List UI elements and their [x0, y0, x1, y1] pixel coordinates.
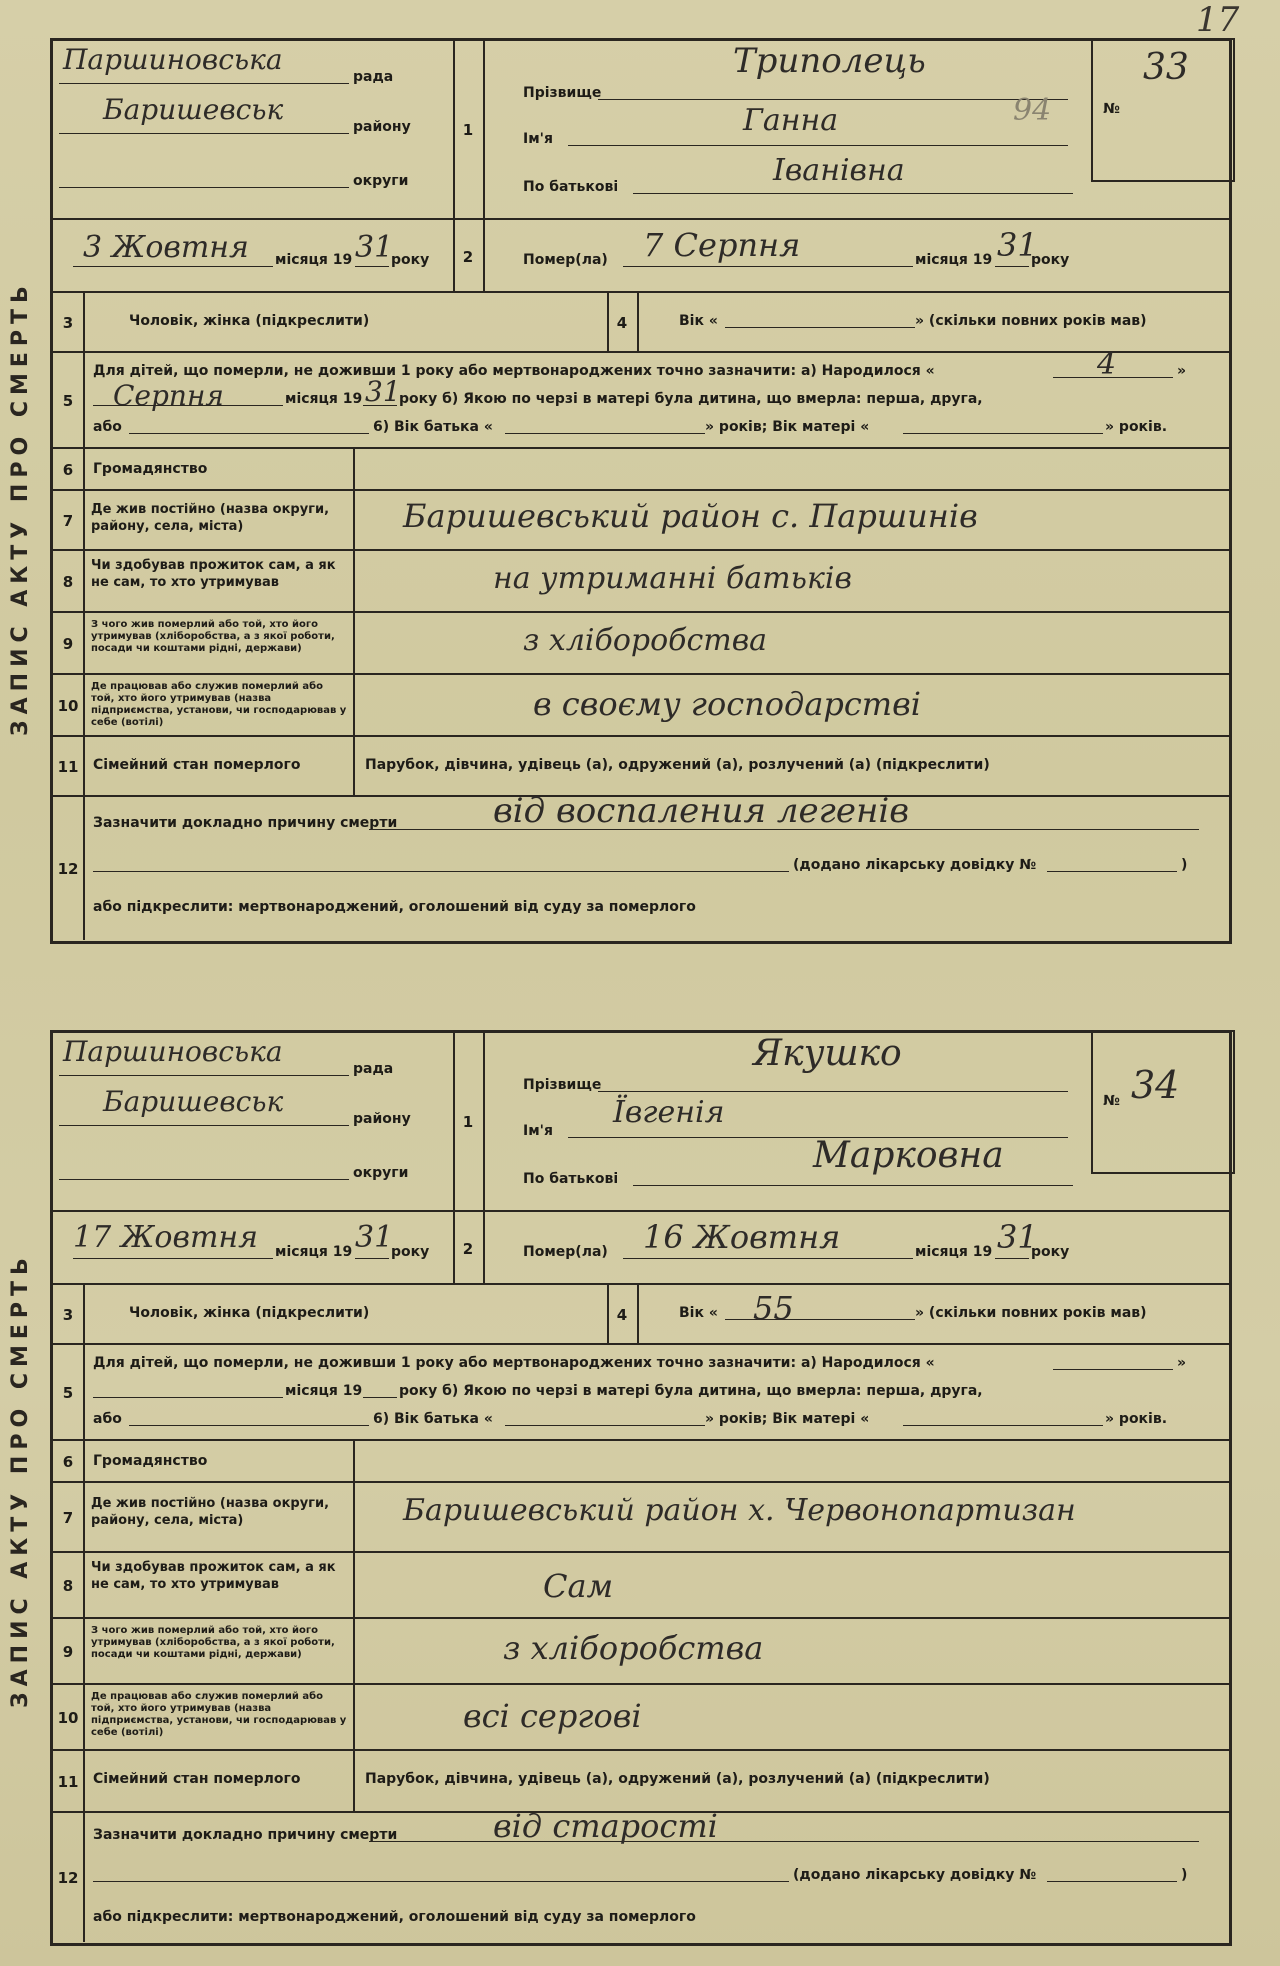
row-6	[53, 1439, 1229, 1483]
child-born-day: 4	[1097, 347, 1117, 382]
death-year-value: 31	[997, 226, 1038, 264]
stillborn-note: або підкреслити: мертвонароджений, оголошений від суду за померлого	[93, 1909, 696, 1925]
rayon-value: Баришевськ	[103, 93, 284, 126]
year-label: року	[1031, 1244, 1070, 1260]
row-number: 6	[53, 449, 85, 491]
certificate-close: )	[1181, 1867, 1188, 1883]
age-label: Вік «	[679, 313, 718, 329]
row-7	[53, 489, 1229, 551]
row-1	[53, 1033, 1229, 1210]
rada-value: Паршиновська	[63, 1035, 283, 1068]
residence-label: Де жив постійно (назва округи, району, села, міста)	[91, 1496, 330, 1528]
row-number: 2	[453, 1212, 485, 1285]
row-number: 8	[53, 1553, 85, 1619]
died-label: Помер(ла)	[523, 252, 608, 268]
citizenship-label: Громадянство	[93, 1453, 208, 1469]
stillborn-note: або підкреслити: мертвонароджений, оголошений від суду за померлого	[93, 899, 696, 915]
row-number: 4	[607, 293, 639, 353]
reg-date-value: 3 Жовтня	[83, 230, 249, 265]
row-number: 1	[453, 1033, 485, 1210]
death-date-value: 16 Жовтня	[643, 1218, 841, 1256]
row-number: 9	[53, 1619, 85, 1685]
rayon-value: Баришевськ	[103, 1085, 284, 1118]
row-number: 3	[53, 293, 85, 353]
row-2	[53, 1210, 1229, 1285]
row-10	[53, 1683, 1229, 1751]
age-suffix: » (скільки повних років мав)	[915, 1305, 1147, 1321]
rayon-label: району	[353, 1111, 411, 1127]
children-text-1: Для дітей, що померли, не доживши 1 року або мертвонароджених точно зазначити: а) Народилося «	[93, 1355, 935, 1371]
marital-label: Сімейний стан померлого	[93, 1771, 301, 1787]
row-number: 10	[53, 675, 85, 737]
children-text-2b: року б) Якою по черзі в матері була дитина, що вмерла: перша, друга,	[399, 1383, 983, 1399]
row-5	[53, 347, 1229, 449]
row-11	[53, 735, 1229, 797]
record-number: 34	[1131, 1063, 1180, 1107]
reg-date-value: 17 Жовтня	[73, 1220, 259, 1255]
rada-value: Паршиновська	[63, 43, 283, 76]
livelihood-value: на утриманні батьків	[493, 561, 852, 596]
year-label: року	[1031, 252, 1070, 268]
row-1	[53, 41, 1229, 218]
row-number: 5	[53, 1345, 85, 1441]
children-text-2a: місяця 19	[285, 391, 363, 407]
form-frame	[50, 38, 1232, 944]
source-value: з хліборобства	[503, 1629, 764, 1667]
row-number: 3	[53, 1285, 85, 1345]
source-label: З чого жив померлий або той, хто його утримував (хліборобства, а з якої роботи, посади чи коштами рідні, держави)	[91, 619, 335, 654]
patronymic-value: Марковна	[813, 1135, 1004, 1176]
row-7	[53, 1481, 1229, 1553]
marital-options: Парубок, дівчина, удівець (а), одружений (а), розлучений (а) (підкреслити)	[365, 1771, 990, 1787]
residence-value: Баришевський район х. Червонопартизан	[403, 1493, 1076, 1528]
residence-value: Баришевський район с. Паршинів	[403, 497, 978, 535]
row-number: 1	[453, 41, 485, 218]
workplace-label: Де працював або служив померлий або той, хто його утримував (назва підприємства, установи, чи господарював у себе (вотілі)	[91, 681, 347, 728]
sex-label: Чоловік, жінка (підкреслити)	[129, 313, 370, 329]
form-frame	[50, 1030, 1232, 1946]
died-label: Помер(ла)	[523, 1244, 608, 1260]
okrug-label: округи	[353, 173, 409, 189]
livelihood-label: Чи здобував прожиток сам, а як не сам, то хто утримував	[91, 558, 336, 590]
row-10	[53, 673, 1229, 737]
row-number: 5	[53, 353, 85, 449]
row-12	[53, 791, 1229, 940]
row-3-4	[53, 291, 1229, 353]
row-number: 7	[53, 491, 85, 551]
rayon-label: району	[353, 119, 411, 135]
surname-value: Якушко	[753, 1033, 902, 1074]
side-title: ЗАПИС АКТУ ПРО СМЕРТЬ	[8, 280, 33, 736]
row-3-4	[53, 1283, 1229, 1345]
children-text-3b: 6) Вік батька «	[373, 1411, 493, 1427]
month-label: місяця 19	[275, 252, 353, 268]
surname-label: Прізвище	[523, 1077, 602, 1093]
row-number: 4	[607, 1285, 639, 1345]
month-label: місяця 19	[275, 1244, 353, 1260]
quote-close: »	[1177, 1355, 1187, 1371]
name-label: Ім'я	[523, 1123, 553, 1139]
month-label: місяця 19	[915, 252, 993, 268]
source-value: з хліборобства	[523, 623, 768, 658]
row-5	[53, 1343, 1229, 1441]
reg-year-value: 31	[355, 1220, 394, 1255]
row-9	[53, 1617, 1229, 1685]
record-number: 33	[1143, 47, 1189, 88]
marital-options: Парубок, дівчина, удівець (а), одружений (а), розлучений (а) (підкреслити)	[365, 757, 990, 773]
children-text-3a: або	[93, 1411, 122, 1427]
name-value: Ївгенія	[613, 1095, 725, 1130]
row-6	[53, 447, 1229, 491]
children-text-2a: місяця 19	[285, 1383, 363, 1399]
row-number: 7	[53, 1483, 85, 1553]
row-11	[53, 1749, 1229, 1813]
children-text-3c: » років; Вік матері «	[705, 419, 870, 435]
child-born-year: 31	[365, 375, 401, 408]
certificate-label: (додано лікарську довідку №	[793, 1867, 1037, 1883]
row-number: 12	[53, 797, 85, 940]
reg-year-value: 31	[355, 230, 394, 265]
children-text-3d: » років.	[1105, 419, 1168, 435]
cause-label: Зазначити докладно причину смерти	[93, 1827, 398, 1843]
rada-label: рада	[353, 1061, 394, 1077]
children-text-3a: або	[93, 419, 122, 435]
workplace-label: Де працював або служив померлий або той, хто його утримував (назва підприємства, установи, чи господарював у себе (вотілі)	[91, 1691, 347, 1738]
workplace-value: в своєму господарстві	[533, 685, 921, 723]
surname-value: Триполець	[733, 41, 926, 81]
source-label: З чого жив померлий або той, хто його утримував (хліборобства, а з якої роботи, посади чи коштами рідні, держави)	[91, 1625, 335, 1660]
row-2	[53, 218, 1229, 293]
side-title: ЗАПИС АКТУ ПРО СМЕРТЬ	[8, 1252, 33, 1708]
death-year-value: 31	[997, 1218, 1038, 1256]
number-sign: №	[1103, 101, 1120, 117]
patronymic-value: Іванівна	[773, 153, 905, 188]
residence-label: Де жив постійно (назва округи, району, села, міста)	[91, 502, 330, 534]
livelihood-value: Сам	[543, 1567, 614, 1605]
row-number: 2	[453, 220, 485, 293]
age-suffix: » (скільки повних років мав)	[915, 313, 1147, 329]
row-12	[53, 1807, 1229, 1942]
row-number: 6	[53, 1441, 85, 1483]
age-label: Вік «	[679, 1305, 718, 1321]
row-number: 8	[53, 551, 85, 613]
row-9	[53, 611, 1229, 675]
surname-label: Прізвище	[523, 85, 602, 101]
certificate-label: (додано лікарську довідку №	[793, 857, 1037, 873]
pencil-number: 94	[1013, 93, 1052, 128]
child-born-month: Серпня	[113, 379, 224, 412]
marital-label: Сімейний стан померлого	[93, 757, 301, 773]
row-8	[53, 1551, 1229, 1619]
month-label: місяця 19	[915, 1244, 993, 1260]
row-number: 9	[53, 613, 85, 675]
livelihood-label: Чи здобував прожиток сам, а як не сам, то хто утримував	[91, 1560, 336, 1592]
certificate-close: )	[1181, 857, 1188, 873]
quote-close: »	[1177, 363, 1187, 379]
okrug-label: округи	[353, 1165, 409, 1181]
patronymic-label: По батькові	[523, 179, 619, 195]
cause-value: від воспаления легенів	[493, 791, 910, 831]
row-number: 11	[53, 737, 85, 797]
cause-label: Зазначити докладно причину смерти	[93, 815, 398, 831]
cause-value: від старості	[493, 1807, 718, 1845]
page-corner-number: 17	[1196, 0, 1240, 40]
children-text-1: Для дітей, що померли, не доживши 1 року або мертвонароджених точно зазначити: а) Народилося «	[93, 363, 935, 379]
children-text-2b: року б) Якою по черзі в матері була дитина, що вмерла: перша, друга,	[399, 391, 983, 407]
children-text-3b: 6) Вік батька «	[373, 419, 493, 435]
name-label: Ім'я	[523, 131, 553, 147]
number-sign: №	[1103, 1093, 1120, 1109]
children-text-3c: » років; Вік матері «	[705, 1411, 870, 1427]
row-8	[53, 549, 1229, 613]
name-value: Ганна	[743, 103, 839, 138]
row-number: 10	[53, 1685, 85, 1751]
workplace-value: всі сергові	[463, 1697, 642, 1735]
year-label: року	[391, 252, 430, 268]
rada-label: рада	[353, 69, 394, 85]
row-number: 12	[53, 1813, 85, 1942]
row-number: 11	[53, 1751, 85, 1813]
death-date-value: 7 Серпня	[643, 226, 801, 264]
citizenship-label: Громадянство	[93, 461, 208, 477]
sex-label: Чоловік, жінка (підкреслити)	[129, 1305, 370, 1321]
age-value: 55	[753, 1289, 794, 1327]
children-text-3d: » років.	[1105, 1411, 1168, 1427]
year-label: року	[391, 1244, 430, 1260]
patronymic-label: По батькові	[523, 1171, 619, 1187]
